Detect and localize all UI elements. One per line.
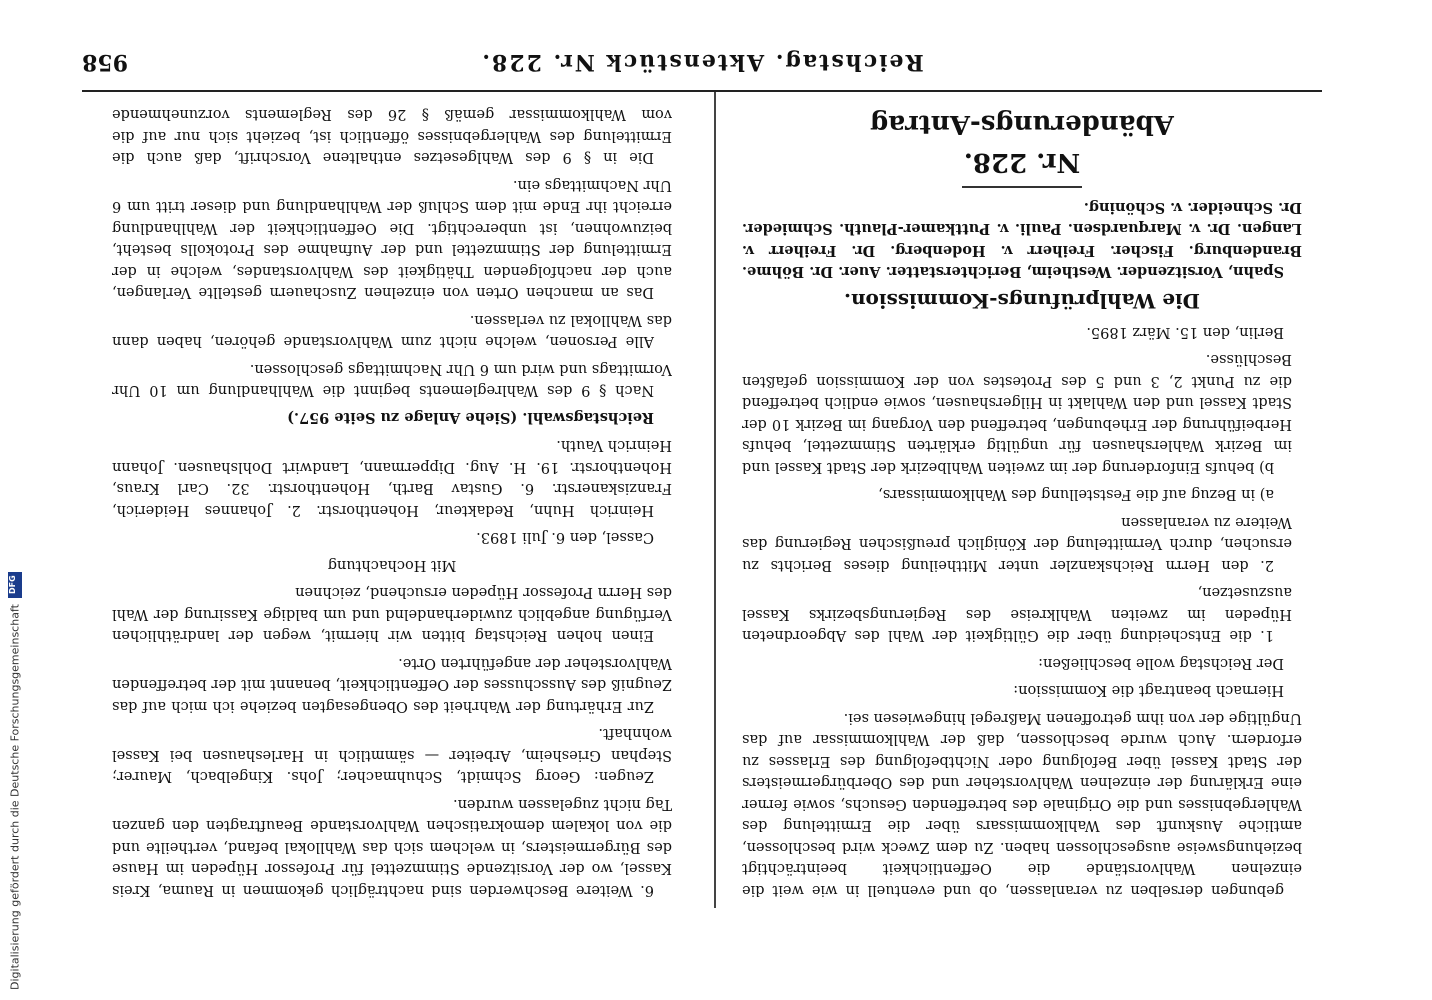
paragraph: 6. Weitere Beschwerden sind nachträglich gekommen in Rauma, Kreis Kassel, wo der Vorsitzende Stimmzettel für Professor Hüpeden im Hause des Bürgermeisters, in welchem sich das Wahllokal befand, vertheilte und die von lokalem demokratischen Wahlvorstande Beauftragten den ganzen Tag nicht zugelassen wurden. (112, 796, 672, 898)
date-line: Berlin, den 15. März 1895. (1086, 324, 1284, 340)
document-number: Nr. 228. (963, 147, 1081, 178)
closing: Mit Hochachtung (327, 557, 457, 573)
list-item: 2. den Herrn Reichskanzler unter Mittheilung dieses Berichts zu ersuchen, durch Vermittelung der Königlich preußischen Regierung das Weitere zu veranlassen (742, 514, 1292, 573)
paragraph: Die in § 9 des Wahlgesetzes enthaltene Vorschrift, daß auch die Ermittelung des Wahlergebnisses öffentlich ist, bezieht sich nur auf die vom Wahlkommissar gemäß § 26 des Reglements vorzunehmende (112, 106, 672, 166)
list-item: b) behufs Einforderung der im zweiten Wahlbezirk der Stadt Kassel und im Bezirk Wahlershausen für ungültig erklärten Stimmzettel, behufs Herbeiführung der Erhebungen, betreffend den Vorgang im Bezirk 10 der Stadt Kassel und den Wahlakt in Hilgershausen, sowie endlich betreffend die zu Punkt 2, 3 und 5 des Protestes von der Kommission gefaßten Beschlüsse. (742, 351, 1292, 475)
credit-text: Digitalisierung gefördert durch die Deutsche Forschungsgemeinschaft (8, 604, 22, 990)
column-separator (714, 92, 716, 908)
paragraph: Alle Personen, welche nicht zum Wahlvorstande gehören, haben dann das Wahllokal zu verlassen. (112, 312, 672, 350)
members-list: Spahn, Vorsitzender. Westheim, Berichterstatter. Auer. Dr. Böhme. Brandenburg. Fischer. Freiherr v. Hodenberg. Dr. Freiherr v. Langen. Dr. v. Marquardsen. Pauli. v. Puttkamer-Plauth. Schmieder. Dr. Schneider. v. Schöning. (742, 199, 1302, 281)
paragraph: Nach § 9 des Wahlreglements beginnt die Wahlhandlung um 10 Uhr Vormittags und wird um 6 Uhr Nachmittags geschlossen. (112, 361, 672, 399)
amendment-title: Abänderungs-Antrag (870, 109, 1174, 140)
dfg-logo-icon: DFG (8, 572, 22, 598)
list-item: a) in Bezug auf die Feststellung des Wahlkommissars, (878, 486, 1274, 503)
list-item: 1. die Entscheidung über die Gültigkeit der Wahl des Abgeordneten Hüpeden im zweiten Wahlkreise des Regierungsbezirks Kassel auszusetzen, (742, 584, 1292, 644)
commission-title: Die Wahlprüfungs-Kommission. (844, 289, 1200, 314)
digitization-credit (4, 410, 26, 990)
divider (962, 187, 1082, 189)
paragraph: Das an manchen Orten von einzelnen Zuschauern gestellte Verlangen, auch der nachfolgenden Thätigkeit des Wahlvorstandes, welche in der Ermittelung der Stimmzettel und der Aufnahme des Protokolls besteht, beizuwohnen, ist unberechtigt. Die Oeffentlichkeit der Wahlhandlung erreicht ihr Ende mit dem Schluß der Wahlhandlung und dieser tritt um 6 Uhr Nachmittags ein. (112, 177, 672, 301)
page-number: 958 (82, 49, 128, 75)
date-line: Cassel, den 6. Juli 1893. (476, 529, 654, 546)
witnesses: Zeugen: Georg Schmidt, Schuhmacher; Johs. Kingelbach, Maurer; Stephan Griesheim, Arbeiter — sämmtlich in Harleshausen bei Kassel wohnhaft. (112, 725, 672, 785)
paragraph: Der Reichstag wolle beschließen: (1038, 655, 1284, 671)
header-rule (82, 90, 1322, 92)
signers: Heinrich Huhn, Redakteur, Hohenthorstr. 2. Johannes Heiderich, Franziskanerstr. 6. Gustav Barth, Hohenthorstr. 32. Carl Kraus, Hohenthorstr. 19. H. Aug. Dippermann, Landwirt Dohlshausen. Johann Heinrich Vauth. (112, 437, 672, 518)
paragraph: Hiernach beantragt die Kommission: (1013, 682, 1284, 699)
section-heading: Reichstagswahl. (Siehe Anlage zu Seite 957.) (287, 409, 654, 426)
page-header (82, 42, 1322, 82)
paragraph: gebungen derselben zu veranlassen, ob und eventuell in wie weit die einzelnen Wahlvorstände die Oeffentlichkeit beeinträchtigt beziehungsweise ausgeschlossen haben. Zu dem Zweck wird beschlossen, amtliche Auskunft des Wahlkommissars über die Ermittelung des Wahlergebnisses und die Originale des betreffenden Gesuchs, sowie ferner eine Erklärung der einzelnen Wahlvorsteher und des Oberbürgermeisters der Stadt Kassel über Befolgung oder Nichtbefolgung des Erlasses zu erfordern. Auch wurde beschlossen, daß der Wahlkommissar auf das Ungültige der von ihm getroffenen Maßregel hingewiesen sei. (742, 710, 1302, 898)
page-title: Reichstag. Aktenstück Nr. 228. (480, 49, 924, 75)
paragraph: Einen hohen Reichstag bitten wir hiermit, wegen der landräthlichen Verfügung angeblich zuwiderhandelnd und um baldige Kassirung der Wahl des Herrn Professor Hüpeden ersuchend, zeichnen (112, 584, 672, 644)
paragraph: Zur Erhärtung der Wahrheit des Obengesagten beziehe ich mich auf das Zeugniß des Ausschusses der Oeffentlichkeit, benannt mit der betreffenden Wahlvorsteher der angeführten Orte. (112, 655, 672, 714)
left-column (742, 100, 1302, 900)
zur-line (742, 100, 1302, 103)
right-column (112, 100, 672, 900)
